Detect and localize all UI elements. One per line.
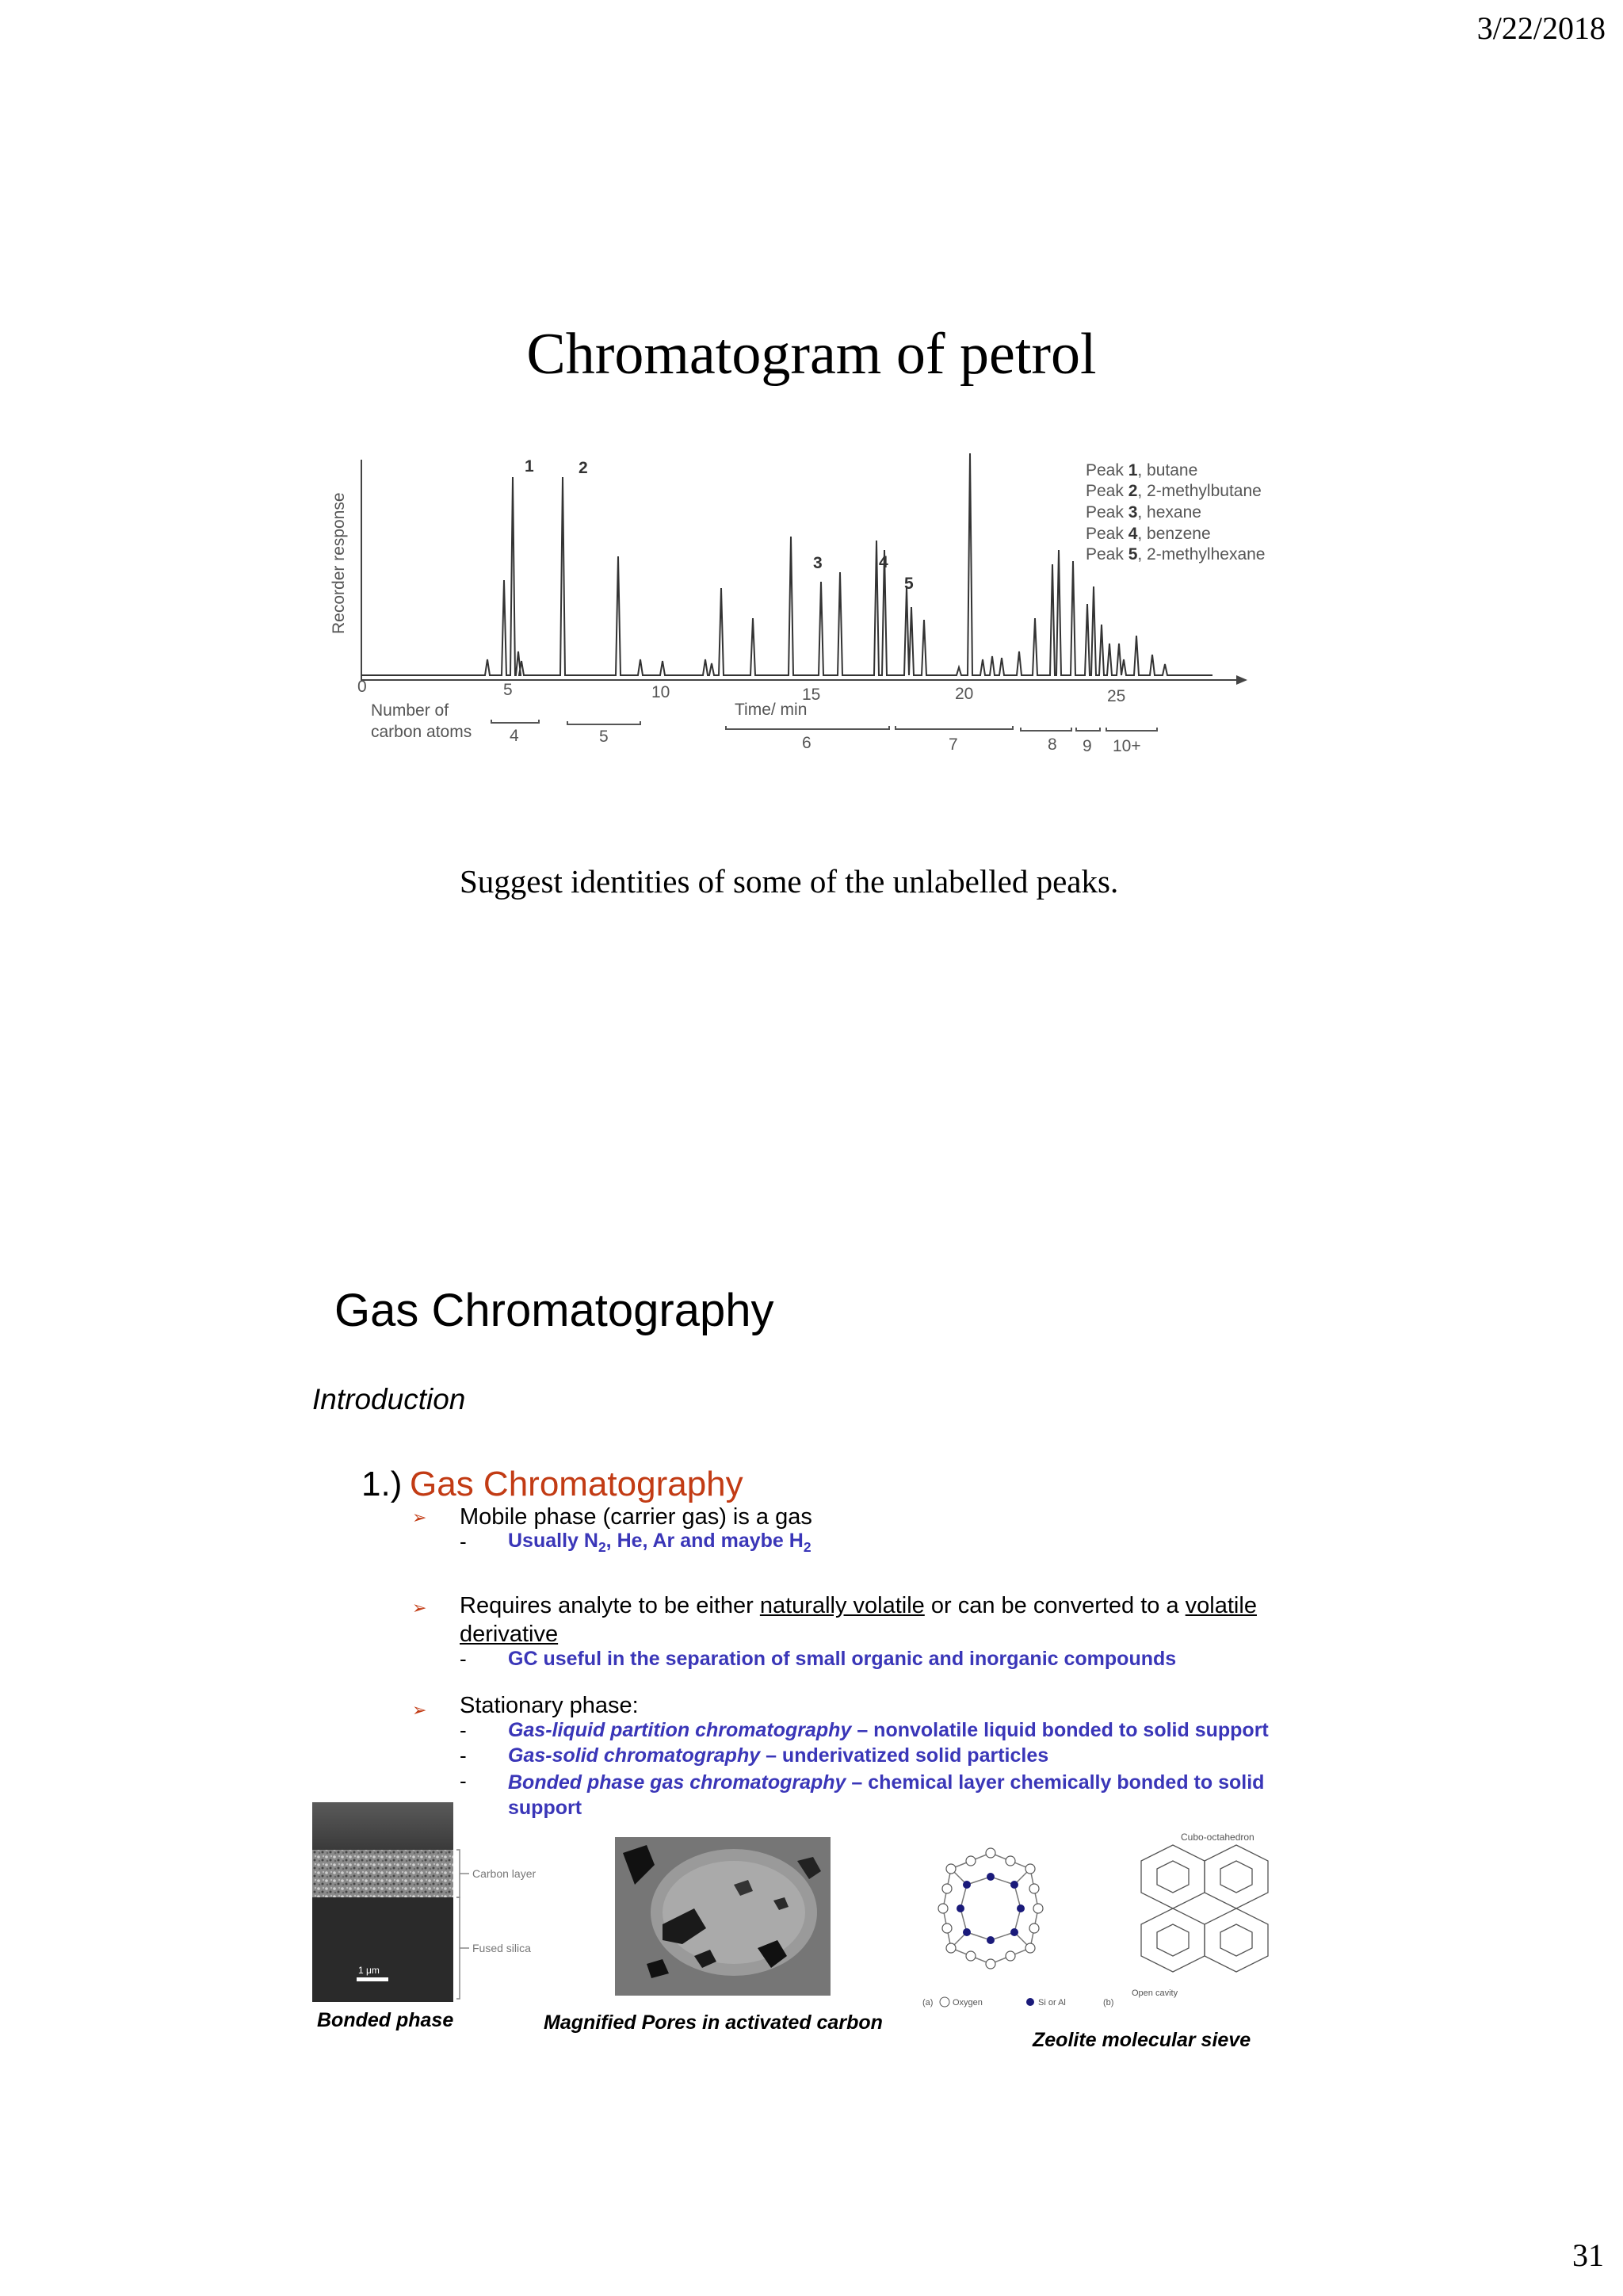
chromatogram-figure (325, 444, 1323, 777)
bullet-text: Mobile phase (carrier gas) is a gas (460, 1504, 812, 1530)
sub-bullet: Gas-solid chromatography – underivatized solid particles (508, 1744, 1049, 1767)
legend-entry: Peak 5, 2-methylhexane (1086, 545, 1266, 563)
sub-bullet: Usually $N_2$, He, Ar and maybe $H_2$ (508, 1530, 812, 1555)
bonded-phase-image (309, 1799, 563, 2005)
carbon-group: 9 (1083, 737, 1092, 755)
zeolite-image (919, 1829, 1316, 2019)
slide-title: Gas Chromatography (334, 1285, 774, 1336)
legend-entry: Peak 4, benzene (1086, 525, 1211, 543)
x-tick: 25 (1107, 687, 1126, 705)
image-caption: Bonded phase (317, 2009, 454, 2031)
si-legend: Si or Al (1038, 1998, 1066, 2008)
activated-carbon-image (615, 1837, 831, 1996)
image-caption: Zeolite molecular sieve (1033, 2029, 1251, 2051)
scale-label: 1 μm (358, 1965, 380, 1976)
peak-label: 3 (813, 554, 823, 572)
bullet-arrow-icon: ➢ (412, 1700, 427, 1720)
page-number: 31 (1572, 2237, 1604, 2273)
question-text: Suggest identities of some of the unlabelled peaks. (460, 863, 1119, 900)
fused-silica-label: Fused silica (472, 1942, 531, 1954)
image-caption: Magnified Pores in activated carbon (544, 2011, 883, 2034)
legend-entry: Peak 2, 2-methylbutane (1086, 482, 1262, 500)
y-axis-label: Recorder response (330, 492, 348, 634)
figure-part-label: (a) (922, 1998, 934, 2008)
x-tick: 5 (503, 681, 513, 699)
carbon-group: 10+ (1113, 737, 1141, 755)
peak-label: 5 (904, 575, 914, 593)
dash: - (460, 1769, 467, 1793)
dash: - (460, 1744, 467, 1767)
dash: - (460, 1647, 467, 1671)
carbon-label: Number of (371, 701, 449, 720)
sub-bullet: Gas-liquid partition chromatography – nonvolatile liquid bonded to solid support (508, 1719, 1269, 1741)
x-tick: 15 (802, 686, 821, 704)
carbon-group: 8 (1048, 735, 1057, 754)
legend-entry: Peak 1, butane (1086, 461, 1198, 479)
oxygen-legend: Oxygen (953, 1998, 983, 2008)
section-number: 1.) (361, 1465, 403, 1503)
x-axis-label: Time/ min (735, 701, 808, 719)
bullet-arrow-icon: ➢ (412, 1507, 427, 1527)
chromatogram-trace (361, 453, 1212, 675)
cubo-label: Cubo-octahedron (1181, 1832, 1254, 1843)
peak-label: 4 (879, 553, 888, 571)
slide-title: Chromatogram of petrol (526, 322, 1097, 387)
peak-label: 1 (525, 457, 534, 476)
legend-entry: Peak 3, hexane (1086, 503, 1201, 521)
section-title: Gas Chromatography (410, 1465, 743, 1503)
slide-date: 3/22/2018 (1476, 10, 1606, 46)
dash: - (460, 1530, 467, 1553)
x-axis-arrow (1236, 675, 1247, 685)
open-cavity-label: Open cavity (1132, 1988, 1178, 1998)
sub-bullet: Bonded phase gas chromatography – chemical layer chemically bonded to solid support (508, 1771, 1265, 1819)
x-tick: 20 (955, 685, 974, 703)
carbon-layer-label: Carbon layer (472, 1867, 537, 1880)
x-tick: 0 (357, 678, 367, 696)
figure-part-label: (b) (1103, 1998, 1114, 2008)
carbon-group: 6 (802, 734, 812, 752)
carbon-group: 5 (599, 728, 609, 746)
x-tick: 10 (651, 683, 670, 701)
sub-bullet: GC useful in the separation of small organic and inorganic compounds (508, 1648, 1177, 1670)
bullet-text: Requires analyte to be either naturally volatile or can be converted to a volatile derivative (460, 1593, 1257, 1647)
carbon-group: 4 (510, 727, 519, 745)
bullet-text: Stationary phase: (460, 1693, 639, 1718)
slide-subtitle: Introduction (312, 1383, 466, 1415)
dash: - (460, 1718, 467, 1742)
carbon-label: carbon atoms (371, 723, 472, 741)
peak-label: 2 (579, 459, 588, 477)
carbon-group: 7 (949, 735, 958, 754)
bullet-arrow-icon: ➢ (412, 1598, 427, 1618)
